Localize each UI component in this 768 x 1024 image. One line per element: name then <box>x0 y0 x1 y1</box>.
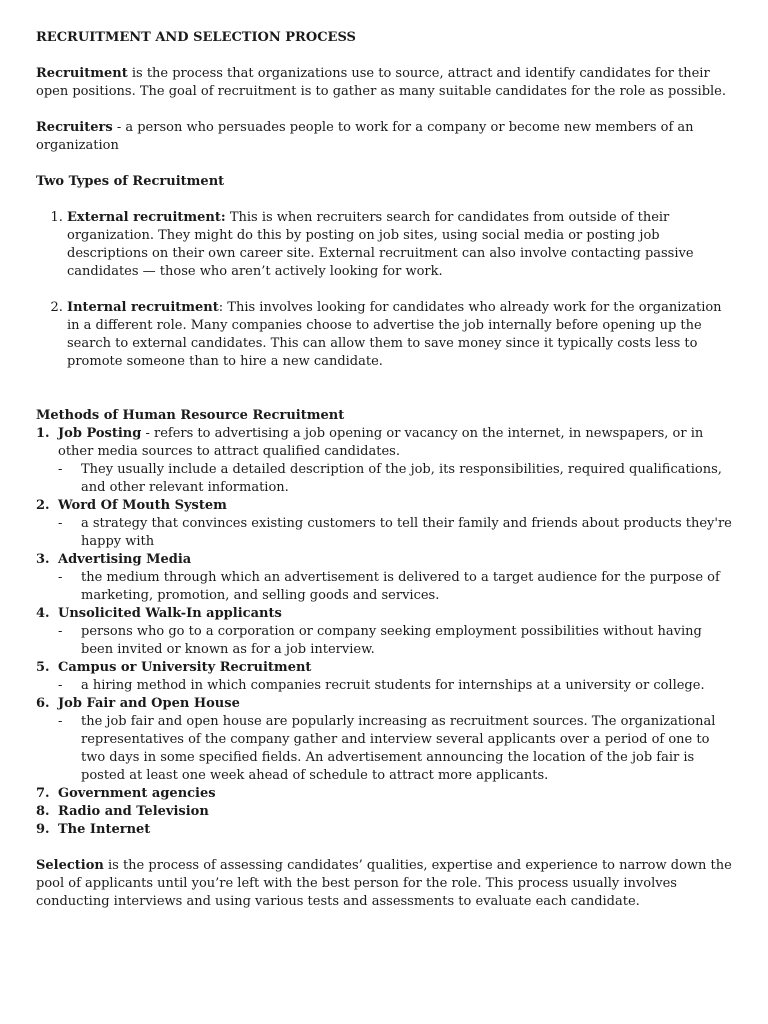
recruiters-term: Recruiters <box>36 120 113 135</box>
recruiters-text: - a person who persuades people to work for a company or become new members of an organization <box>36 120 694 153</box>
selection-term: Selection <box>36 858 104 873</box>
method-number: 1. <box>36 426 50 441</box>
recruitment-text: is the process that organizations use to source, attract and identify candidates for their open positions. The goal of recruitment is to gather as many suitable candidates for the role as possible. <box>36 66 727 99</box>
method-sub-text: a strategy that convinces existing customers to tell their family and friends about products they're happy with <box>81 516 732 549</box>
method-sub-text: persons who go to a corporation or company seeking employment possibilities without having been invited or known as for a job interview. <box>81 624 702 657</box>
recruitment-types-list <box>36 209 736 371</box>
method-item <box>36 425 736 461</box>
recruitment-term: Recruitment <box>36 66 128 81</box>
methods-heading: Methods of Human Resource Recruitment <box>36 408 345 423</box>
dash-bullet: - <box>58 462 63 477</box>
type-text: This is when recruiters search for candidates from outside of their organization. They might do this by posting on job sites, using social media or posting job descriptions on their own career site. External recruitment can also involve contacting passive candidates — those who aren’t actively looking for work. <box>67 210 694 279</box>
method-title: Radio and Television <box>58 804 209 819</box>
method-sub-item <box>36 515 736 551</box>
recruiters-definition <box>36 119 736 155</box>
method-item <box>36 803 736 821</box>
method-item <box>36 497 736 515</box>
method-sub-text: a hiring method in which companies recruit students for internships at a university or college. <box>81 678 705 693</box>
type-text: : This involves looking for candidates who already work for the organization in a different role. Many companies choose to advertise the job internally before opening up the search to external candidates. This can allow them to save money since it typically costs less to promote someone than to hire a new candidate. <box>67 300 722 369</box>
method-number: 2. <box>36 498 50 513</box>
type-internal <box>67 299 736 371</box>
method-sub-text: the medium through which an advertisement is delivered to a target audience for the purpose of marketing, promotion, and selling goods and services. <box>81 570 720 603</box>
method-title: Job Posting <box>58 426 142 441</box>
method-title: Unsolicited Walk-In applicants <box>58 606 282 621</box>
method-item <box>36 551 736 569</box>
method-number: 6. <box>36 696 50 711</box>
document-page <box>36 29 736 929</box>
method-sub-text: the job fair and open house are popularly increasing as recruitment sources. The organizational representatives of the company gather and interview several applicants over a period of one to two days in some specified fields. An advertisement announcing the location of the job fair is posted at least one week ahead of schedule to attract more applicants. <box>81 714 716 783</box>
method-sub-item <box>36 461 736 497</box>
dash-bullet: - <box>58 570 63 585</box>
method-title: The Internet <box>58 822 151 837</box>
types-heading: Two Types of Recruitment <box>36 174 225 189</box>
selection-text: is the process of assessing candidates’ qualities, expertise and experience to narrow down the pool of applicants until you’re left with the best person for the role. This process usually involves conducting interviews and using various tests and assessments to evaluate each candidate. <box>36 858 732 909</box>
method-description: - refers to advertising a job opening or vacancy on the internet, in newspapers, or in other media sources to attract qualified candidates. <box>58 426 704 459</box>
dash-bullet: - <box>58 624 63 639</box>
method-number: 7. <box>36 786 50 801</box>
dash-bullet: - <box>58 714 63 729</box>
method-item <box>36 785 736 803</box>
method-number: 3. <box>36 552 50 567</box>
type-term: Internal recruitment <box>67 300 219 315</box>
method-title: Government agencies <box>58 786 216 801</box>
method-number: 5. <box>36 660 50 675</box>
method-item <box>36 821 736 839</box>
dash-bullet: - <box>58 678 63 693</box>
document-title: RECRUITMENT AND SELECTION PROCESS <box>36 30 356 45</box>
method-item <box>36 695 736 713</box>
method-sub-item <box>36 623 736 659</box>
method-sub-item <box>36 677 736 695</box>
method-sub-item <box>36 569 736 605</box>
method-number: 4. <box>36 606 50 621</box>
method-number: 9. <box>36 822 50 837</box>
selection-definition <box>36 857 736 911</box>
method-title: Word Of Mouth System <box>58 498 227 513</box>
recruitment-definition <box>36 65 736 101</box>
method-item <box>36 605 736 623</box>
method-sub-item <box>36 713 736 785</box>
dash-bullet: - <box>58 516 63 531</box>
method-title: Campus or University Recruitment <box>58 660 312 675</box>
type-term: External recruitment: <box>67 210 226 225</box>
method-title: Job Fair and Open House <box>58 696 240 711</box>
method-number: 8. <box>36 804 50 819</box>
method-sub-text: They usually include a detailed description of the job, its responsibilities, required qualifications, and other relevant information. <box>81 462 722 495</box>
methods-list <box>36 425 736 839</box>
method-item <box>36 659 736 677</box>
type-external <box>67 209 736 281</box>
method-title: Advertising Media <box>58 552 192 567</box>
